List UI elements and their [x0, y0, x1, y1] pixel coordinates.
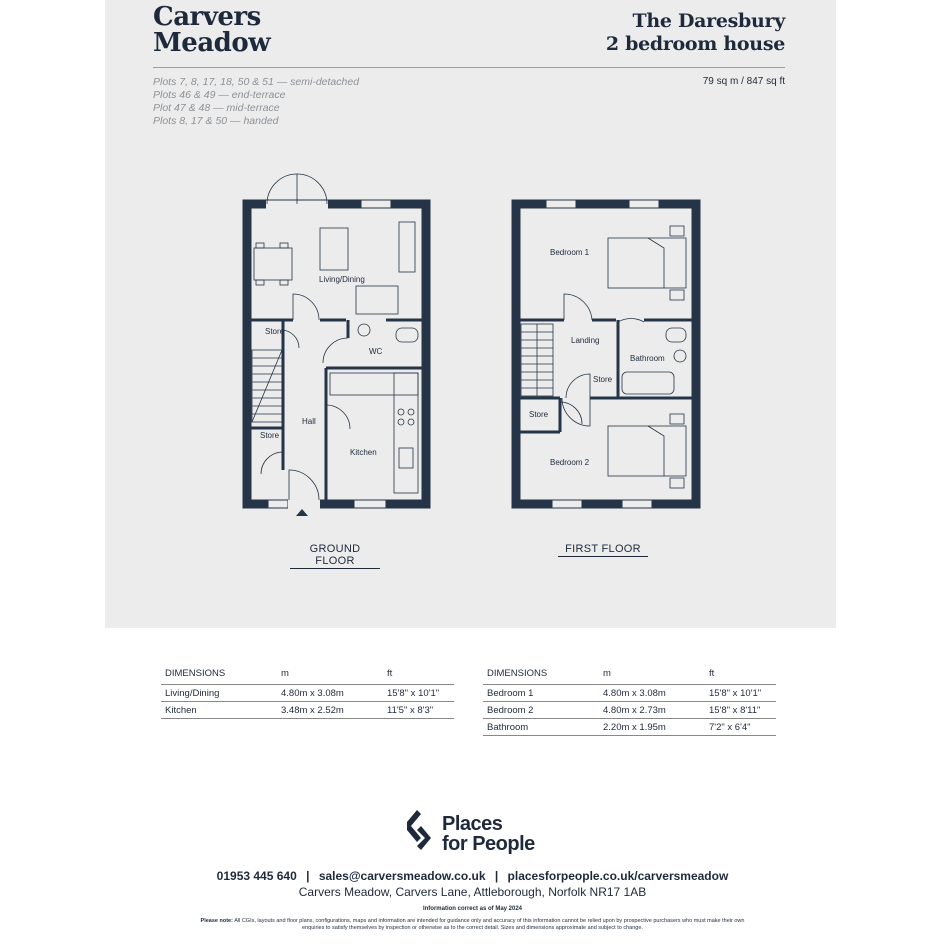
- address: Carvers Meadow, Carvers Lane, Attleborough, Norfolk NR17 1AB: [298, 885, 647, 899]
- bed: [608, 414, 686, 488]
- house-type: 2 bedroom house: [605, 33, 785, 55]
- first-floor-plan: [506, 170, 706, 520]
- outer-wall: [516, 204, 696, 504]
- hob: [398, 409, 414, 425]
- development-name: [153, 4, 270, 56]
- room-bathroom: Bathroom: [630, 354, 665, 363]
- metric-size: 4.80m x 3.08m: [599, 685, 705, 702]
- ground-floor-plan: [236, 170, 436, 520]
- email-link[interactable]: sales@carversmeadow.co.uk: [318, 869, 486, 883]
- door-swing: [566, 374, 590, 398]
- metric-size: 4.80m x 3.08m: [277, 685, 383, 702]
- staircase: [252, 350, 282, 422]
- house-name: The Daresbury: [632, 10, 785, 32]
- room-bedroom1: Bedroom 1: [550, 248, 590, 257]
- metric-size: 3.48m x 2.52m: [277, 702, 383, 719]
- basin: [358, 324, 370, 336]
- room-name: Bedroom 1: [483, 685, 599, 702]
- column-header: m: [599, 664, 705, 685]
- window: [552, 500, 582, 508]
- entrance-arrow: [296, 509, 308, 516]
- column-header: m: [277, 664, 383, 685]
- plots-line: Plots 8, 17 & 50 — handed: [153, 115, 279, 127]
- table-header-row: [483, 664, 776, 685]
- plots-line: Plots 46 & 49 — end-terrace: [153, 89, 286, 101]
- room-landing: Landing: [571, 336, 600, 345]
- room-store: Store: [265, 327, 285, 336]
- logo-text: [442, 814, 535, 854]
- window: [629, 200, 659, 208]
- room-kitchen: Kitchen: [350, 448, 377, 457]
- room-name: Kitchen: [161, 702, 277, 719]
- window: [622, 500, 652, 508]
- column-header: ft: [705, 664, 776, 685]
- basin: [674, 350, 686, 362]
- imperial-size: 15'8" x 10'1": [705, 685, 776, 702]
- first-floor-label: FIRST FLOOR: [558, 543, 648, 557]
- door-swing: [261, 452, 283, 474]
- room-living: Living/Dining: [319, 275, 365, 284]
- tv-unit: [399, 222, 415, 272]
- disclaimer: [190, 918, 755, 932]
- table-row: [483, 702, 776, 719]
- imperial-size: 15'8" x 10'1": [383, 685, 454, 702]
- ground-dimensions-table: [161, 664, 454, 719]
- window: [546, 200, 576, 208]
- imperial-size: 11'5" x 8'3": [383, 702, 454, 719]
- armchair: [320, 228, 348, 270]
- door-swing: [326, 405, 350, 429]
- column-header: DIMENSIONS: [161, 664, 277, 685]
- separator: |: [494, 869, 499, 883]
- plots-line: Plots 7, 8, 17, 18, 50 & 51 — semi-detached: [153, 76, 360, 88]
- room-name: Bedroom 2: [483, 702, 599, 719]
- door-swing: [618, 319, 644, 322]
- table-header-row: [161, 664, 454, 685]
- column-header: DIMENSIONS: [483, 664, 599, 685]
- staircase: [521, 324, 553, 396]
- front-door: [288, 499, 320, 509]
- places-for-people-logo-icon: [405, 810, 435, 852]
- imperial-size: 7'2" x 6'4": [705, 719, 776, 736]
- plots-line: Plot 47 & 48 — mid-terrace: [153, 102, 280, 114]
- website-link[interactable]: placesforpeople.co.uk/carversmeadow: [507, 869, 729, 883]
- dining-table: [254, 243, 292, 285]
- room-name: Bathroom: [483, 719, 599, 736]
- table-row: [161, 702, 454, 719]
- disclaimer-text: All CGIs, layouts and floor plans, configurations, maps and information are intended for guidance only and accuracy of this information cannot be relied upon by prospective purchasers who must make their own enquiries to satisfy themselves by inspection or otherwise as to the correct detail. Sizes and dimensions approximate and subject to change.: [234, 918, 745, 931]
- metric-size: 2.20m x 1.95m: [599, 719, 705, 736]
- first-dimensions-table: [483, 664, 776, 736]
- column-header: ft: [383, 664, 454, 685]
- development-name-line2: Meadow: [153, 28, 271, 58]
- kitchen-units: [394, 373, 418, 493]
- bathtub: [622, 372, 674, 394]
- room-store: Store: [529, 410, 549, 419]
- separator: |: [306, 869, 310, 883]
- room-store: Store: [593, 375, 613, 384]
- table-row: [161, 685, 454, 702]
- development-name-line1: Carvers: [153, 2, 261, 32]
- front-door-swing: [289, 470, 319, 500]
- toilet: [666, 328, 686, 342]
- room-wc: WC: [369, 347, 383, 356]
- plots-list: [153, 76, 359, 128]
- sink: [399, 448, 413, 468]
- info-date: Information correct as of May 2024: [422, 906, 523, 912]
- room-bedroom2: Bedroom 2: [550, 458, 590, 467]
- bed: [608, 226, 686, 300]
- disclaimer-label: Please note:: [200, 918, 233, 924]
- window: [354, 500, 386, 508]
- toilet: [396, 328, 418, 342]
- logo-line1: Places: [442, 813, 503, 835]
- logo-line2: for People: [442, 833, 535, 855]
- door-swing: [293, 294, 319, 320]
- header-divider: [153, 67, 785, 68]
- floor-area: 79 sq m / 847 sq ft: [702, 76, 785, 87]
- house-title: [606, 10, 785, 56]
- door-swing: [562, 398, 590, 426]
- window: [361, 200, 391, 208]
- room-hall: Hall: [302, 417, 316, 426]
- contact-line: [0, 869, 945, 883]
- door-swing: [564, 294, 592, 320]
- kitchen-units: [330, 373, 418, 395]
- room-store: Store: [260, 431, 280, 440]
- door-swing: [323, 338, 348, 363]
- sofa: [356, 286, 398, 314]
- window: [268, 500, 288, 508]
- room-name: Living/Dining: [161, 685, 277, 702]
- phone-number[interactable]: 01953 445 640: [216, 869, 297, 883]
- table-row: [483, 685, 776, 702]
- table-row: [483, 719, 776, 736]
- metric-size: 4.80m x 2.73m: [599, 702, 705, 719]
- ground-floor-label: GROUND FLOOR: [290, 543, 380, 569]
- imperial-size: 15'8" x 8'11": [705, 702, 776, 719]
